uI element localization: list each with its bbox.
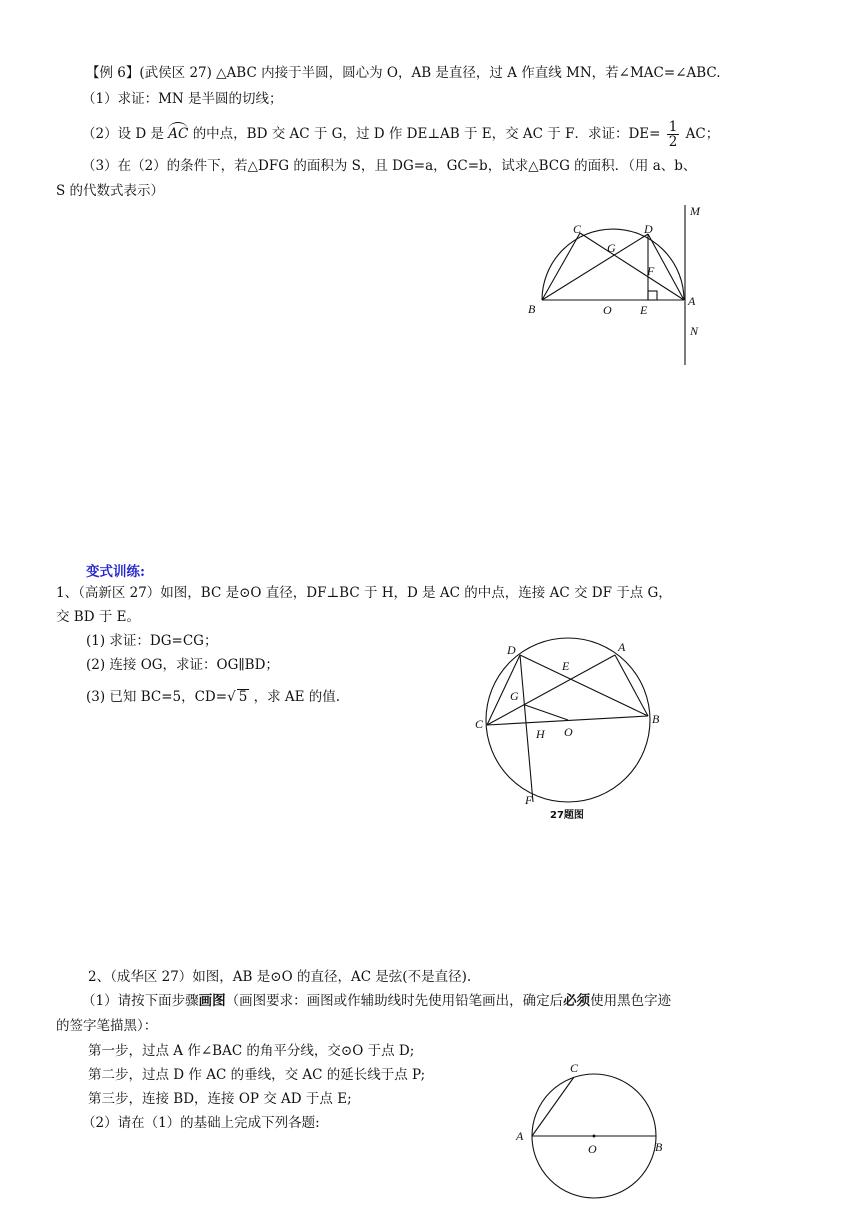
variant-heading: 变式训练:	[86, 564, 145, 580]
label-d: D	[507, 643, 516, 657]
right-angle-mark	[648, 291, 657, 300]
p2-q1-post2: 使用黑色字迹	[590, 993, 672, 1009]
example6-title: 【例 6】(武侯区 27) △ABC 内接于半圆，圆心为 O，AB 是直径，过 A 作直线 MN，若∠MAC=∠ABC.	[86, 65, 721, 81]
label-a: A	[688, 294, 696, 308]
p2-q1-pre: （1）请按下面步骤	[82, 993, 199, 1009]
q2-part-c: AC；	[685, 126, 720, 142]
segment-og	[525, 705, 568, 720]
label-b: B	[655, 1140, 663, 1154]
label-o: O	[564, 725, 573, 739]
label-d: D	[644, 222, 653, 236]
variant-p1-question-3: (3) 已知 BC=5，CD=√ 5 ，求 AE 的值.	[86, 689, 341, 705]
example6-question-3-cont: S 的代数式表示）	[56, 183, 165, 199]
step-3: 第三步，连接 BD，连接 OP 交 AD 于点 E;	[88, 1091, 352, 1107]
chord-df	[520, 655, 533, 802]
chord-ab	[615, 655, 648, 716]
label-m: M	[690, 204, 700, 218]
semicircle-figure	[520, 195, 720, 370]
label-o: O	[588, 1142, 597, 1156]
label-b: B	[528, 302, 536, 316]
semicircle-arc	[542, 229, 684, 300]
variant-p2-question-2: （2）请在（1）的基础上完成下列各题:	[82, 1115, 320, 1131]
step-2: 第二步，过点 D 作 AC 的垂线，交 AC 的延长线于点 P;	[88, 1067, 426, 1083]
variant-problem-2: 2、（成华区 27）如图，AB 是⊙O 的直径，AC 是弦(不是直径).	[88, 969, 472, 985]
label-o: O	[603, 303, 612, 317]
variant-p2-question-1-cont: 的签字笔描黑）：	[56, 1018, 158, 1034]
example6-question-1: （1）求证：MN 是半圆的切线；	[82, 91, 283, 107]
circle-figure-27	[470, 630, 670, 830]
label-n: N	[690, 324, 699, 338]
variant-p1-question-2: (2) 连接 OG，求证：OG∥BD；	[86, 657, 279, 673]
chord-ac	[532, 1077, 574, 1136]
fraction-denominator: 2	[668, 134, 678, 150]
diameter-cb	[487, 716, 648, 725]
label-g: G	[607, 241, 616, 255]
q2-part-a: （2）设 D 是	[82, 126, 164, 142]
segment-bc	[542, 233, 580, 300]
p2-q1-bold-must: 必须	[563, 993, 591, 1009]
circle-figure-p2	[510, 1058, 690, 1216]
variant-p2-question-1	[82, 992, 671, 1010]
label-e: E	[562, 659, 570, 673]
variant-problem-1: 1、（高新区 27）如图，BC 是⊙O 直径，DF⊥BC 于 H，D 是 AC 的中点，连接 AC 交 DF 于点 G，	[56, 585, 672, 601]
fraction-one-half	[667, 120, 680, 149]
p1-q3-part-a: (3) 已知 BC=5，CD=	[86, 689, 228, 705]
label-f: F	[647, 264, 655, 278]
step-1: 第一步，过点 A 作∠BAC 的角平分线，交⊙O 于点 D;	[88, 1043, 415, 1059]
variant-p1-question-1: (1) 求证：DG=CG；	[86, 633, 218, 649]
p1-q3-part-b: ，求 AE 的值.	[253, 689, 341, 705]
label-a: A	[516, 1129, 524, 1143]
fraction-numerator: 1	[668, 119, 678, 135]
sqrt-five: 5	[238, 689, 248, 705]
label-c: C	[573, 222, 582, 236]
center-point	[593, 1135, 596, 1138]
p2-q1-bold-draw: 画图	[198, 993, 226, 1009]
q2-part-b: 的中点，BD 交 AC 于 G，过 D 作 DE⊥AB 于 E，交 AC 于 F．求证：DE=	[192, 126, 661, 142]
figure-caption: 27题图	[550, 810, 584, 821]
label-c: C	[475, 717, 484, 731]
label-g: G	[510, 689, 519, 703]
example6-question-3: （3）在（2）的条件下，若△DFG 的面积为 S，且 DG=a，GC=b，试求△BCG 的面积．（用 a、b、	[82, 158, 697, 174]
label-a: A	[618, 640, 626, 654]
arc-ac-symbol: AC	[168, 126, 189, 142]
label-f: F	[525, 793, 533, 807]
example6-question-2	[82, 120, 719, 149]
label-h: H	[536, 727, 545, 741]
label-b: B	[652, 712, 660, 726]
variant-problem-1-cont: 交 BD 于 E。	[56, 609, 140, 625]
chord-db	[520, 655, 648, 716]
label-e: E	[640, 303, 648, 317]
label-c: C	[570, 1061, 579, 1075]
p2-q1-post: （画图要求：画图或作辅助线时先使用铅笔画出，确定后	[225, 993, 564, 1009]
